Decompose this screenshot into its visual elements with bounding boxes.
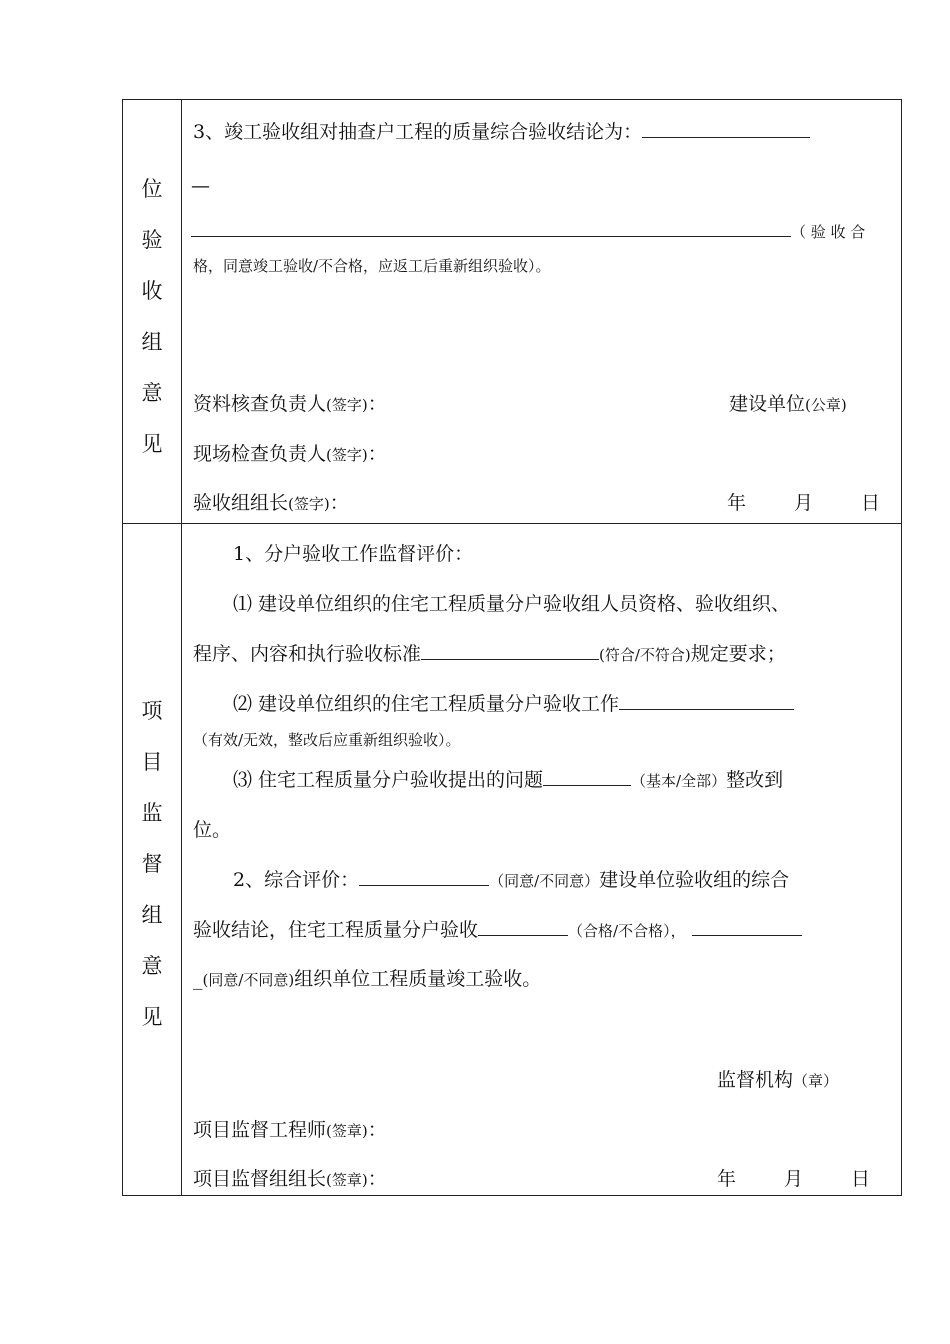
p1-options: (符合/不符合) [599, 646, 691, 664]
date-day: 日 [861, 492, 881, 514]
p2-line2: （有效/无效，整改后应重新组织验收）。 [193, 731, 461, 749]
item2-line3 [193, 964, 541, 991]
label-char: 意 [141, 381, 163, 405]
row-content-cell [181, 523, 901, 1195]
official-seal-note: (公章) [805, 396, 847, 414]
label-char: 收 [141, 279, 163, 303]
p1-line1: ⑴ 建设单位组织的住宅工程质量分户验收组人员资格、验收组织、 [233, 593, 791, 615]
p1-tail: 规定要求； [690, 643, 786, 665]
p1-text: 程序、内容和执行验收标准 [193, 643, 422, 665]
colon: ： [367, 1168, 387, 1190]
item2-line2 [193, 915, 802, 942]
p2-blank[interactable] [619, 691, 794, 710]
sign-note: (签字) [288, 495, 330, 513]
acceptance-group-opinion-row [123, 100, 901, 524]
site-inspector-label: 现场检查负责人 [193, 443, 327, 465]
agency-seal-line [717, 1065, 838, 1092]
builder-unit-label: 建设单位 [729, 393, 806, 415]
site-inspector-sign-line [193, 439, 387, 466]
sign-note: (签字) [326, 446, 368, 464]
group-leader-sign-line [193, 488, 349, 515]
row-label-cell [123, 100, 182, 523]
item1-title: 1、分户验收工作监督评价： [233, 543, 474, 565]
engineer-label: 项目监督工程师 [193, 1119, 327, 1141]
p2-text: ⑵ 建设单位组织的住宅工程质量分户验收工作 [233, 693, 620, 715]
agency-label: 监督机构 [717, 1069, 794, 1091]
group-leader-label: 验收组组长 [193, 492, 289, 514]
p2-line1 [233, 689, 794, 716]
p3-tail: 整改到 [726, 769, 784, 791]
item2-blank3[interactable] [692, 917, 802, 936]
seal-note: (签章) [326, 1171, 368, 1189]
item2-line3-prefix: _ [193, 968, 203, 990]
row-content-cell [181, 100, 901, 523]
sign-note: (签字) [326, 396, 368, 414]
label-char: 意 [141, 954, 163, 978]
p3-blank[interactable] [543, 767, 631, 786]
item2-opt2: （合格/不合格）， [568, 922, 686, 940]
p3-text: ⑶ 住宅工程质量分户验收提出的问题 [233, 769, 544, 791]
item2-title: 2、综合评价： [233, 869, 360, 891]
colon: ： [367, 393, 387, 415]
label-char: 验 [141, 228, 163, 252]
seal-note: (签章) [326, 1122, 368, 1140]
label-char: 督 [141, 852, 163, 876]
row-label-project-supervision-opinion [123, 686, 181, 1043]
builder-seal-line [729, 389, 847, 416]
engineer-sign-line [193, 1115, 387, 1142]
label-char: 监 [141, 801, 163, 825]
conclusion-blank-long[interactable] [191, 218, 791, 237]
label-char: 目 [141, 750, 163, 774]
colon: ： [367, 443, 387, 465]
conclusion-title: 3、竣工验收组对抽查户工程的质量综合验收结论为： [193, 121, 643, 143]
date-year: 年 [727, 492, 747, 514]
item2-text1: 建设单位验收组的综合 [599, 869, 790, 891]
conclusion-blank[interactable] [642, 119, 810, 138]
label-char: 组 [141, 330, 163, 354]
date-year: 年 [717, 1168, 737, 1190]
p1-line2 [193, 639, 786, 666]
date-day: 日 [851, 1168, 871, 1190]
label-char: 项 [141, 699, 163, 723]
row-label-cell [123, 523, 182, 1195]
conclusion-dash: — [191, 175, 210, 197]
p3-options: （基本/全部） [631, 772, 727, 790]
label-char: 见 [141, 1005, 163, 1029]
item2-opt1: （同意/不同意） [489, 872, 600, 890]
doc-reviewer-label: 资料核查负责人 [193, 393, 327, 415]
label-char: 见 [141, 432, 163, 456]
doc-reviewer-sign-line [193, 389, 387, 416]
acceptance-form-table [122, 99, 902, 1196]
leader-sign-line [193, 1164, 387, 1191]
p3-line2: 位。 [193, 819, 232, 841]
p1-blank[interactable] [421, 641, 599, 660]
label-char: 位 [141, 177, 163, 201]
date-month: 月 [784, 1168, 804, 1190]
item2-text2: 验收结论，住宅工程质量分户验收 [193, 919, 479, 941]
conclusion-options-line [191, 218, 865, 242]
date-month: 月 [794, 492, 814, 514]
item2-line3-text: 组织单位工程质量竣工验收。 [294, 968, 542, 990]
colon: ： [367, 1119, 387, 1141]
item2-blank2[interactable] [478, 917, 568, 936]
conclusion-options-open: （ 验 收 合 [791, 223, 866, 241]
item2-blank1[interactable] [359, 867, 489, 886]
item2-line1 [233, 865, 789, 892]
project-supervision-opinion-row [123, 523, 901, 1195]
label-char: 组 [141, 903, 163, 927]
agency-seal-note: （章） [793, 1072, 839, 1090]
conclusion-title-line [193, 117, 810, 144]
conclusion-options-rest: 格，同意竣工验收/不合格，应返工后重新组织验收）。 [193, 257, 551, 275]
row-label-acceptance-group-opinion [123, 164, 181, 470]
p3-line1 [233, 765, 783, 792]
item2-opt3: (同意/不同意) [202, 971, 295, 989]
colon: ： [329, 492, 349, 514]
leader-label: 项目监督组组长 [193, 1168, 327, 1190]
